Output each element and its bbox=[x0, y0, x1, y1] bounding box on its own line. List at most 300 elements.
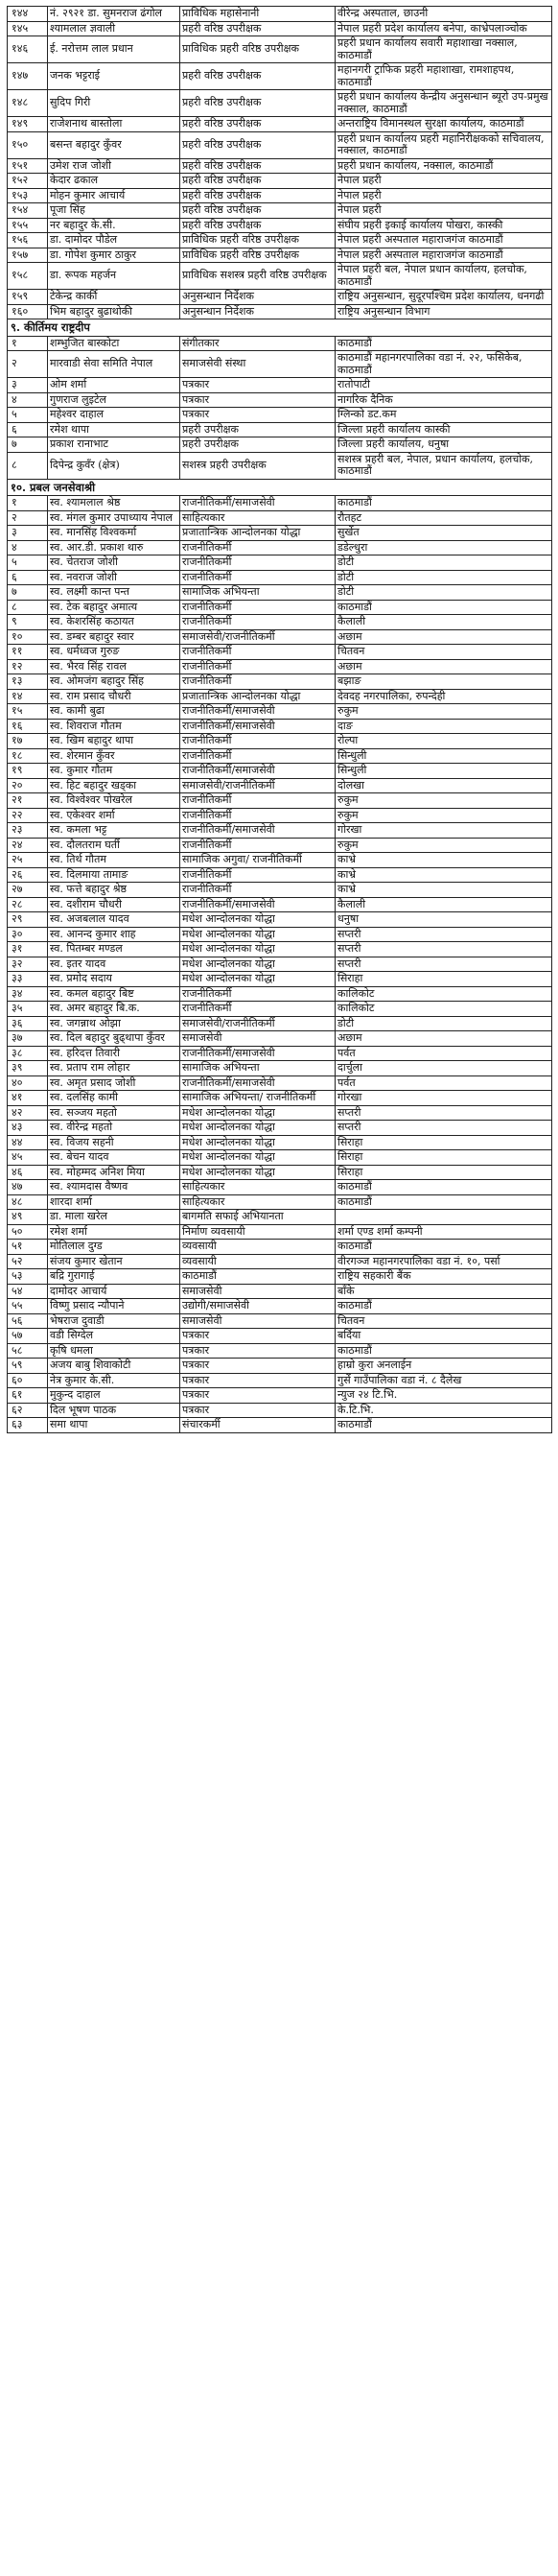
name-cell: बसन्त बहादुर कुँवर bbox=[48, 131, 180, 158]
name-cell: स्व. आनन्द कुमार शाह bbox=[48, 927, 180, 942]
address-cell: पर्वत bbox=[336, 1046, 552, 1061]
address-cell: सिन्धुली bbox=[336, 764, 552, 779]
address-cell: गुर्से गाउँपालिका वडा नं. ८ दैलेख bbox=[336, 1373, 552, 1388]
name-cell: श्यामलाल ज्ञवाली bbox=[48, 21, 180, 36]
section-heading: ९. कीर्तिमय राष्ट्रदीप bbox=[8, 319, 552, 337]
address-cell: सप्तरी bbox=[336, 1105, 552, 1121]
designation-cell: राजनीतिकर्मी/समाजसेवी bbox=[180, 764, 336, 779]
designation-cell: प्राविधिक प्रहरी वरिष्ठ उपरीक्षक bbox=[180, 36, 336, 63]
designation-cell: बागमति सफाई अभियानता bbox=[180, 1210, 336, 1225]
designation-cell: राजनीतिकर्मी bbox=[180, 555, 336, 571]
serial-number-cell: ६० bbox=[8, 1373, 48, 1388]
designation-cell: राजनीतिकर्मी bbox=[180, 674, 336, 690]
name-cell: स्व. अमृत प्रसाद जोशी bbox=[48, 1075, 180, 1091]
designation-cell: मधेश आन्दोलनका योद्धा bbox=[180, 1135, 336, 1150]
address-cell: सिराहा bbox=[336, 1165, 552, 1180]
designation-cell: राजनीतिकर्मी/समाजसेवी bbox=[180, 496, 336, 511]
designation-cell: मधेश आन्दोलनका योद्धा bbox=[180, 1121, 336, 1136]
designation-cell: मधेश आन्दोलनका योद्धा bbox=[180, 957, 336, 972]
table-row bbox=[8, 986, 552, 1002]
designation-cell: प्रहरी वरिष्ठ उपरीक्षक bbox=[180, 117, 336, 132]
table-row bbox=[8, 1240, 552, 1255]
name-cell: रमेश थापा bbox=[48, 422, 180, 437]
table-row bbox=[8, 1091, 552, 1106]
table-row bbox=[8, 1418, 552, 1433]
designation-cell: प्रहरी उपरीक्षक bbox=[180, 422, 336, 437]
address-cell: नेपाल प्रहरी बल, नेपाल प्रधान कार्यालय, हलचोक, काठमाडौं bbox=[336, 263, 552, 290]
serial-number-cell: १४ bbox=[8, 689, 48, 704]
serial-number-cell: २७ bbox=[8, 883, 48, 898]
designation-cell: पत्रकार bbox=[180, 1388, 336, 1404]
serial-number-cell: ३५ bbox=[8, 1002, 48, 1017]
serial-number-cell: १५५ bbox=[8, 218, 48, 233]
section-heading-row bbox=[8, 479, 552, 496]
serial-number-cell: १५० bbox=[8, 131, 48, 158]
name-cell: स्व. डम्बर बहादुर स्वार bbox=[48, 629, 180, 645]
name-cell: नर बहादुर के.सी. bbox=[48, 218, 180, 233]
serial-number-cell: ५ bbox=[8, 555, 48, 571]
serial-number-cell: ६१ bbox=[8, 1388, 48, 1404]
table-row bbox=[8, 1061, 552, 1076]
name-cell: स्व. मोहम्मद अनिश मिया bbox=[48, 1165, 180, 1180]
address-cell: कालिकोट bbox=[336, 986, 552, 1002]
address-cell: काठमाडौं महानगरपालिका वडा नं. २२, फसिकेब, काठमाडौं bbox=[336, 351, 552, 378]
table-row bbox=[8, 764, 552, 779]
address-cell: प्रहरी प्रधान कार्यालय सवारी महाशाखा नक्साल, काठमाडौं bbox=[336, 36, 552, 63]
serial-number-cell: १५३ bbox=[8, 188, 48, 203]
designation-cell: संगीतकार bbox=[180, 336, 336, 351]
table-row bbox=[8, 1388, 552, 1404]
serial-number-cell: ३३ bbox=[8, 972, 48, 987]
address-cell: काभ्रे bbox=[336, 883, 552, 898]
table-row bbox=[8, 540, 552, 555]
address-cell: रोल्पा bbox=[336, 734, 552, 749]
name-cell: शम्भुजित बास्कोटा bbox=[48, 336, 180, 351]
address-cell: नागरिक दैनिक bbox=[336, 392, 552, 408]
address-cell: रुकुम bbox=[336, 793, 552, 809]
name-cell: केदार ढकाल bbox=[48, 174, 180, 189]
address-cell: कैलाली bbox=[336, 615, 552, 630]
address-cell: कालिकोट bbox=[336, 1002, 552, 1017]
table-row bbox=[8, 853, 552, 868]
table-row bbox=[8, 674, 552, 690]
name-cell: विष्णु प्रसाद न्यौपाने bbox=[48, 1299, 180, 1314]
designation-cell: सशस्त्र प्रहरी उपरीक्षक bbox=[180, 452, 336, 479]
name-cell: स्व. दौलतराम घर्ती bbox=[48, 838, 180, 853]
table-row bbox=[8, 808, 552, 823]
award-list-document bbox=[7, 6, 551, 1433]
table-row bbox=[8, 1329, 552, 1344]
address-cell: प्रहरी प्रधान कार्यालय प्रहरी महानिरीक्षकको सचिवालय, नक्साल, काठमाडौं bbox=[336, 131, 552, 158]
address-cell: नेपाल प्रहरी प्रदेश कार्यालय बनेपा, काभ्रेपलाञ्चोक bbox=[336, 21, 552, 36]
address-cell: के.टि.भि. bbox=[336, 1403, 552, 1418]
name-cell: स्व. विश्वेश्वर पोखरेल bbox=[48, 793, 180, 809]
designation-cell: मधेश आन्दोलनका योद्धा bbox=[180, 972, 336, 987]
table-row bbox=[8, 585, 552, 601]
table-row bbox=[8, 629, 552, 645]
table-row bbox=[8, 117, 552, 132]
name-cell: स्व. मंगल कुमार उपाध्याय नेपाल bbox=[48, 510, 180, 526]
name-cell: समा थापा bbox=[48, 1418, 180, 1433]
address-cell: देवदह नगरपालिका, रुपन्देही bbox=[336, 689, 552, 704]
serial-number-cell: १७ bbox=[8, 734, 48, 749]
address-cell: नेपाल प्रहरी अस्पताल महाराजगंज काठमाडौं bbox=[336, 233, 552, 248]
name-cell: स्व. नवराज जोशी bbox=[48, 570, 180, 585]
address-cell: कैलाली bbox=[336, 897, 552, 912]
designation-cell: निर्माण व्यवसायी bbox=[180, 1224, 336, 1240]
serial-number-cell: २१ bbox=[8, 793, 48, 809]
address-cell: ग्लिन्को डट.कम bbox=[336, 408, 552, 423]
table-row bbox=[8, 719, 552, 734]
name-cell: स्व. आर.डी. प्रकाश थारु bbox=[48, 540, 180, 555]
table-row bbox=[8, 897, 552, 912]
serial-number-cell: ८ bbox=[8, 452, 48, 479]
table-row bbox=[8, 1121, 552, 1136]
designation-cell: राजनीतिकर्मी bbox=[180, 808, 336, 823]
address-cell: सप्तरी bbox=[336, 927, 552, 942]
table-row bbox=[8, 704, 552, 720]
designation-cell: राजनीतिकर्मी bbox=[180, 659, 336, 674]
serial-number-cell: ६ bbox=[8, 422, 48, 437]
table-row bbox=[8, 188, 552, 203]
name-cell: स्व. चेतराज जोशी bbox=[48, 555, 180, 571]
table-row bbox=[8, 867, 552, 883]
name-cell: स्व. ओमजंग बहादुर सिंह bbox=[48, 674, 180, 690]
designation-cell: पत्रकार bbox=[180, 1373, 336, 1388]
name-cell: प्रकाश रानाभाट bbox=[48, 437, 180, 453]
table-row bbox=[8, 823, 552, 839]
designation-cell: प्रहरी वरिष्ठ उपरीक्षक bbox=[180, 158, 336, 174]
serial-number-cell: २२ bbox=[8, 808, 48, 823]
table-row bbox=[8, 1135, 552, 1150]
address-cell: रातोपाटी bbox=[336, 378, 552, 393]
serial-number-cell: १५६ bbox=[8, 233, 48, 248]
name-cell: स्व. विजय सहनी bbox=[48, 1135, 180, 1150]
serial-number-cell: ८ bbox=[8, 600, 48, 615]
name-cell: मोतिलाल दुग्ड bbox=[48, 1240, 180, 1255]
name-cell: स्व. शेरमान कुँवर bbox=[48, 748, 180, 764]
name-cell: स्व. दशीराम चौधरी bbox=[48, 897, 180, 912]
table-row bbox=[8, 452, 552, 479]
serial-number-cell: ४५ bbox=[8, 1150, 48, 1166]
address-cell: हाम्रो कुरा अनलाईन bbox=[336, 1359, 552, 1374]
address-cell: गोरखा bbox=[336, 823, 552, 839]
address-cell: काठमाडौं bbox=[336, 1240, 552, 1255]
designation-cell: प्रहरी वरिष्ठ उपरीक्षक bbox=[180, 131, 336, 158]
address-cell: नेपाल प्रहरी bbox=[336, 174, 552, 189]
designation-cell: समाजसेवी bbox=[180, 1031, 336, 1047]
serial-number-cell: ९ bbox=[8, 615, 48, 630]
table-row bbox=[8, 351, 552, 378]
table-row bbox=[8, 1210, 552, 1225]
name-cell: दिपेन्द्र कुवँर (क्षेत्र) bbox=[48, 452, 180, 479]
name-cell: उमेश राज जोशी bbox=[48, 158, 180, 174]
designation-cell: सामाजिक अभियन्ता bbox=[180, 585, 336, 601]
address-cell: रुकुम bbox=[336, 808, 552, 823]
table-row bbox=[8, 1343, 552, 1359]
address-cell: सिराहा bbox=[336, 1135, 552, 1150]
address-cell: नेपाल प्रहरी bbox=[336, 203, 552, 219]
address-cell: राष्ट्रिय अनुसन्धान विभाग bbox=[336, 304, 552, 319]
serial-number-cell: ७ bbox=[8, 437, 48, 453]
name-cell: स्व. अजबलाल यादव bbox=[48, 912, 180, 928]
address-cell: अछाम bbox=[336, 659, 552, 674]
table-row bbox=[8, 748, 552, 764]
designation-cell: अनुसन्धान निर्देशक bbox=[180, 290, 336, 305]
designation-cell: मधेश आन्दोलनका योद्धा bbox=[180, 927, 336, 942]
designation-cell: राजनीतिकर्मी bbox=[180, 986, 336, 1002]
table-row bbox=[8, 555, 552, 571]
name-cell: डा. दामोदर पौडेल bbox=[48, 233, 180, 248]
serial-number-cell: ६२ bbox=[8, 1403, 48, 1418]
section-heading-row bbox=[8, 319, 552, 337]
address-cell: बझाङ bbox=[336, 674, 552, 690]
designation-cell: प्रहरी वरिष्ठ उपरीक्षक bbox=[180, 63, 336, 90]
address-cell: डोटी bbox=[336, 570, 552, 585]
designation-cell: राजनीतिकर्मी bbox=[180, 645, 336, 660]
name-cell: भेषराज दुवाडी bbox=[48, 1313, 180, 1329]
address-cell: सिन्धुली bbox=[336, 748, 552, 764]
table-row bbox=[8, 838, 552, 853]
address-cell: रौतहट bbox=[336, 510, 552, 526]
name-cell: रमेश शर्मा bbox=[48, 1224, 180, 1240]
name-cell: स्व. दिलमाया तामाङ bbox=[48, 867, 180, 883]
designation-cell: राजनीतिकर्मी bbox=[180, 615, 336, 630]
table-row bbox=[8, 1002, 552, 1017]
serial-number-cell: २६ bbox=[8, 867, 48, 883]
serial-number-cell: ३ bbox=[8, 526, 48, 541]
serial-number-cell: १ bbox=[8, 336, 48, 351]
designation-cell: पत्रकार bbox=[180, 1329, 336, 1344]
name-cell: मोहन कुमार आचार्य bbox=[48, 188, 180, 203]
name-cell: दिल भूषण पाठक bbox=[48, 1403, 180, 1418]
name-cell: स्व. दलसिंह कामी bbox=[48, 1091, 180, 1106]
table-row bbox=[8, 263, 552, 290]
designation-cell: प्रहरी वरिष्ठ उपरीक्षक bbox=[180, 174, 336, 189]
address-cell: प्रहरी प्रधान कार्यालय, नक्साल, काठमाडौं bbox=[336, 158, 552, 174]
address-cell: काठमाडौं bbox=[336, 496, 552, 511]
name-cell: स्व. भैरव सिंह रावल bbox=[48, 659, 180, 674]
address-cell: नेपाल प्रहरी अस्पताल महाराजगंज काठमाडौं bbox=[336, 248, 552, 263]
table-row bbox=[8, 422, 552, 437]
address-cell: काठमाडौं bbox=[336, 1343, 552, 1359]
designation-cell: समाजसेवी/राजनीतिकर्मी bbox=[180, 1016, 336, 1031]
designation-cell: समाजसेवी bbox=[180, 1284, 336, 1299]
name-cell: स्व. दिल बहादुर बुढ्थापा कुँवर bbox=[48, 1031, 180, 1047]
name-cell: मारवाडी सेवा समिति नेपाल bbox=[48, 351, 180, 378]
table-row bbox=[8, 734, 552, 749]
address-cell: सप्तरी bbox=[336, 1121, 552, 1136]
designation-cell: सामाजिक अभियन्ता bbox=[180, 1061, 336, 1076]
table-row bbox=[8, 778, 552, 793]
serial-number-cell: ४६ bbox=[8, 1165, 48, 1180]
designation-cell: मधेश आन्दोलनका योद्धा bbox=[180, 942, 336, 957]
name-cell: स्व. सञ्जय महतो bbox=[48, 1105, 180, 1121]
table-row bbox=[8, 1224, 552, 1240]
designation-cell: राजनीतिकर्मी bbox=[180, 748, 336, 764]
designation-cell: प्रहरी उपरीक्षक bbox=[180, 437, 336, 453]
address-cell bbox=[336, 1210, 552, 1225]
name-cell: ई. नरोत्तम लाल प्रधान bbox=[48, 36, 180, 63]
serial-number-cell: ५५ bbox=[8, 1299, 48, 1314]
designation-cell: राजनीतिकर्मी/समाजसेवी bbox=[180, 719, 336, 734]
name-cell: स्व. खिम बहादुर थापा bbox=[48, 734, 180, 749]
table-row bbox=[8, 378, 552, 393]
designation-cell: पत्रकार bbox=[180, 392, 336, 408]
designation-cell: व्यवसायी bbox=[180, 1240, 336, 1255]
name-cell: दामोदर आचार्य bbox=[48, 1284, 180, 1299]
designation-cell: राजनीतिकर्मी/समाजसेवी bbox=[180, 1046, 336, 1061]
designation-cell: अनुसन्धान निर्देशक bbox=[180, 304, 336, 319]
address-cell: बाँके bbox=[336, 1284, 552, 1299]
name-cell: स्व. टेक बहादुर अमात्य bbox=[48, 600, 180, 615]
serial-number-cell: ४८ bbox=[8, 1194, 48, 1210]
designation-cell: मधेश आन्दोलनका योद्धा bbox=[180, 1150, 336, 1166]
table-row bbox=[8, 912, 552, 928]
designation-cell: समाजसेवी bbox=[180, 1313, 336, 1329]
name-cell: डा. गोपेश कुमार ठाकुर bbox=[48, 248, 180, 263]
serial-number-cell: १४६ bbox=[8, 36, 48, 63]
serial-number-cell: १४९ bbox=[8, 117, 48, 132]
name-cell: वडी सिग्देल bbox=[48, 1329, 180, 1344]
address-cell: राष्ट्रिय अनुसन्धान, सुदूरपश्चिम प्रदेश कार्यालय, धनगढी bbox=[336, 290, 552, 305]
serial-number-cell: १५८ bbox=[8, 263, 48, 290]
designation-cell: साहित्यकार bbox=[180, 510, 336, 526]
table-row bbox=[8, 689, 552, 704]
table-row bbox=[8, 248, 552, 263]
address-cell: चितवन bbox=[336, 1313, 552, 1329]
table-row bbox=[8, 1373, 552, 1388]
designation-cell: सामाजिक अभियन्ता/ राजनीतिकर्मी bbox=[180, 1091, 336, 1106]
address-cell: धनुषा bbox=[336, 912, 552, 928]
table-row bbox=[8, 615, 552, 630]
address-cell: शर्मा एण्ड शर्मा कम्पनी bbox=[336, 1224, 552, 1240]
name-cell: स्व. धर्मध्वज गुरुङ bbox=[48, 645, 180, 660]
name-cell: स्व. अमर बहादुर बि.क. bbox=[48, 1002, 180, 1017]
serial-number-cell: ५२ bbox=[8, 1254, 48, 1269]
designation-cell: राजनीतिकर्मी bbox=[180, 793, 336, 809]
table-row bbox=[8, 1031, 552, 1047]
serial-number-cell: १४८ bbox=[8, 90, 48, 117]
serial-number-cell: २८ bbox=[8, 897, 48, 912]
address-cell: काठमाडौं bbox=[336, 336, 552, 351]
table-row bbox=[8, 496, 552, 511]
address-cell: अछाम bbox=[336, 629, 552, 645]
name-cell: नं. २९२१ डा. सुमनराज ढंगोल bbox=[48, 7, 180, 22]
designation-cell: सामाजिक अगुवा/ राजनीतिकर्मी bbox=[180, 853, 336, 868]
serial-number-cell: १५७ bbox=[8, 248, 48, 263]
serial-number-cell: ५७ bbox=[8, 1329, 48, 1344]
designation-cell: साहित्यकार bbox=[180, 1194, 336, 1210]
address-cell: काठमाडौं bbox=[336, 1418, 552, 1433]
serial-number-cell: ३७ bbox=[8, 1031, 48, 1047]
designation-cell: राजनीतिकर्मी bbox=[180, 540, 336, 555]
address-cell: महानगरी ट्राफिक प्रहरी महाशाखा, रामशाहपथ, काठमाडौं bbox=[336, 63, 552, 90]
serial-number-cell: ६ bbox=[8, 570, 48, 585]
address-cell: सशस्त्र प्रहरी बल, नेपाल, प्रधान कार्यालय, हलचोक, काठमाडौं bbox=[336, 452, 552, 479]
serial-number-cell: ३२ bbox=[8, 957, 48, 972]
serial-number-cell: ६३ bbox=[8, 1418, 48, 1433]
designation-cell: प्रजातान्त्रिक आन्दोलनका योद्धा bbox=[180, 526, 336, 541]
table-row bbox=[8, 1313, 552, 1329]
serial-number-cell: २ bbox=[8, 351, 48, 378]
serial-number-cell: ३१ bbox=[8, 942, 48, 957]
table-row bbox=[8, 942, 552, 957]
serial-number-cell: ४३ bbox=[8, 1121, 48, 1136]
address-cell: सिराहा bbox=[336, 1150, 552, 1166]
designation-cell: संचारकर्मी bbox=[180, 1418, 336, 1433]
designation-cell: प्रहरी वरिष्ठ उपरीक्षक bbox=[180, 188, 336, 203]
serial-number-cell: २५ bbox=[8, 853, 48, 868]
table-row bbox=[8, 645, 552, 660]
designation-cell: काठमाडौं bbox=[180, 1269, 336, 1285]
serial-number-cell: ३८ bbox=[8, 1046, 48, 1061]
designation-cell: राजनीतिकर्मी bbox=[180, 838, 336, 853]
address-cell: डोटी bbox=[336, 555, 552, 571]
table-row bbox=[8, 1180, 552, 1195]
serial-number-cell: ४९ bbox=[8, 1210, 48, 1225]
serial-number-cell: ५४ bbox=[8, 1284, 48, 1299]
name-cell: स्व. हरिदत्त तिवारी bbox=[48, 1046, 180, 1061]
table-row bbox=[8, 883, 552, 898]
table-row bbox=[8, 1403, 552, 1418]
address-cell: दाङ bbox=[336, 719, 552, 734]
address-cell: प्रहरी प्रधान कार्यालय केन्द्रीय अनुसन्धान ब्यूरो उप-प्रमुख नक्साल, काठमाडौं bbox=[336, 90, 552, 117]
table-row bbox=[8, 600, 552, 615]
name-cell: स्व. एकेश्वर शर्मा bbox=[48, 808, 180, 823]
serial-number-cell: १६ bbox=[8, 719, 48, 734]
address-cell: गोरखा bbox=[336, 1091, 552, 1106]
serial-number-cell: १८ bbox=[8, 748, 48, 764]
serial-number-cell: ४० bbox=[8, 1075, 48, 1091]
address-cell: चितवन bbox=[336, 645, 552, 660]
name-cell: भिम बहादुर बुढाथोकी bbox=[48, 304, 180, 319]
designation-cell: राजनीतिकर्मी bbox=[180, 883, 336, 898]
designation-cell: पत्रकार bbox=[180, 1343, 336, 1359]
address-cell: वीरगञ्ज महानगरपालिका वडा नं. १०, पर्सा bbox=[336, 1254, 552, 1269]
table-row bbox=[8, 1165, 552, 1180]
address-cell: न्युज २४ टि.भि. bbox=[336, 1388, 552, 1404]
serial-number-cell: १५२ bbox=[8, 174, 48, 189]
table-row bbox=[8, 131, 552, 158]
serial-number-cell: २ bbox=[8, 510, 48, 526]
serial-number-cell: ४२ bbox=[8, 1105, 48, 1121]
address-cell: संघीय प्रहरी इकाई कार्यालय पोखरा, कास्की bbox=[336, 218, 552, 233]
address-cell: जिल्ला प्रहरी कार्यालय, धनुषा bbox=[336, 437, 552, 453]
address-cell: काठमाडौं bbox=[336, 1194, 552, 1210]
table-row bbox=[8, 526, 552, 541]
name-cell: स्व. फत्ते बहादुर श्रेष्ठ bbox=[48, 883, 180, 898]
name-cell: टेकेन्द्र कार्की bbox=[48, 290, 180, 305]
address-cell: राष्ट्रिय सहकारी बैंक bbox=[336, 1269, 552, 1285]
table-row bbox=[8, 63, 552, 90]
table-row bbox=[8, 408, 552, 423]
name-cell: स्व. कुमार गौतम bbox=[48, 764, 180, 779]
serial-number-cell: ५१ bbox=[8, 1240, 48, 1255]
designation-cell: साहित्यकार bbox=[180, 1180, 336, 1195]
table-row bbox=[8, 793, 552, 809]
name-cell: स्व. कामी बुढा bbox=[48, 704, 180, 720]
table-row bbox=[8, 1075, 552, 1091]
designation-cell: पत्रकार bbox=[180, 1403, 336, 1418]
name-cell: स्व. लक्ष्मी कान्त पन्त bbox=[48, 585, 180, 601]
designation-cell: प्रहरी वरिष्ठ उपरीक्षक bbox=[180, 218, 336, 233]
address-cell: काभ्रे bbox=[336, 867, 552, 883]
name-cell: गुणराज लुइटेल bbox=[48, 392, 180, 408]
designation-cell: प्रहरी वरिष्ठ उपरीक्षक bbox=[180, 203, 336, 219]
designation-cell: राजनीतिकर्मी/समाजसेवी bbox=[180, 1075, 336, 1091]
address-cell: नेपाल प्रहरी bbox=[336, 188, 552, 203]
